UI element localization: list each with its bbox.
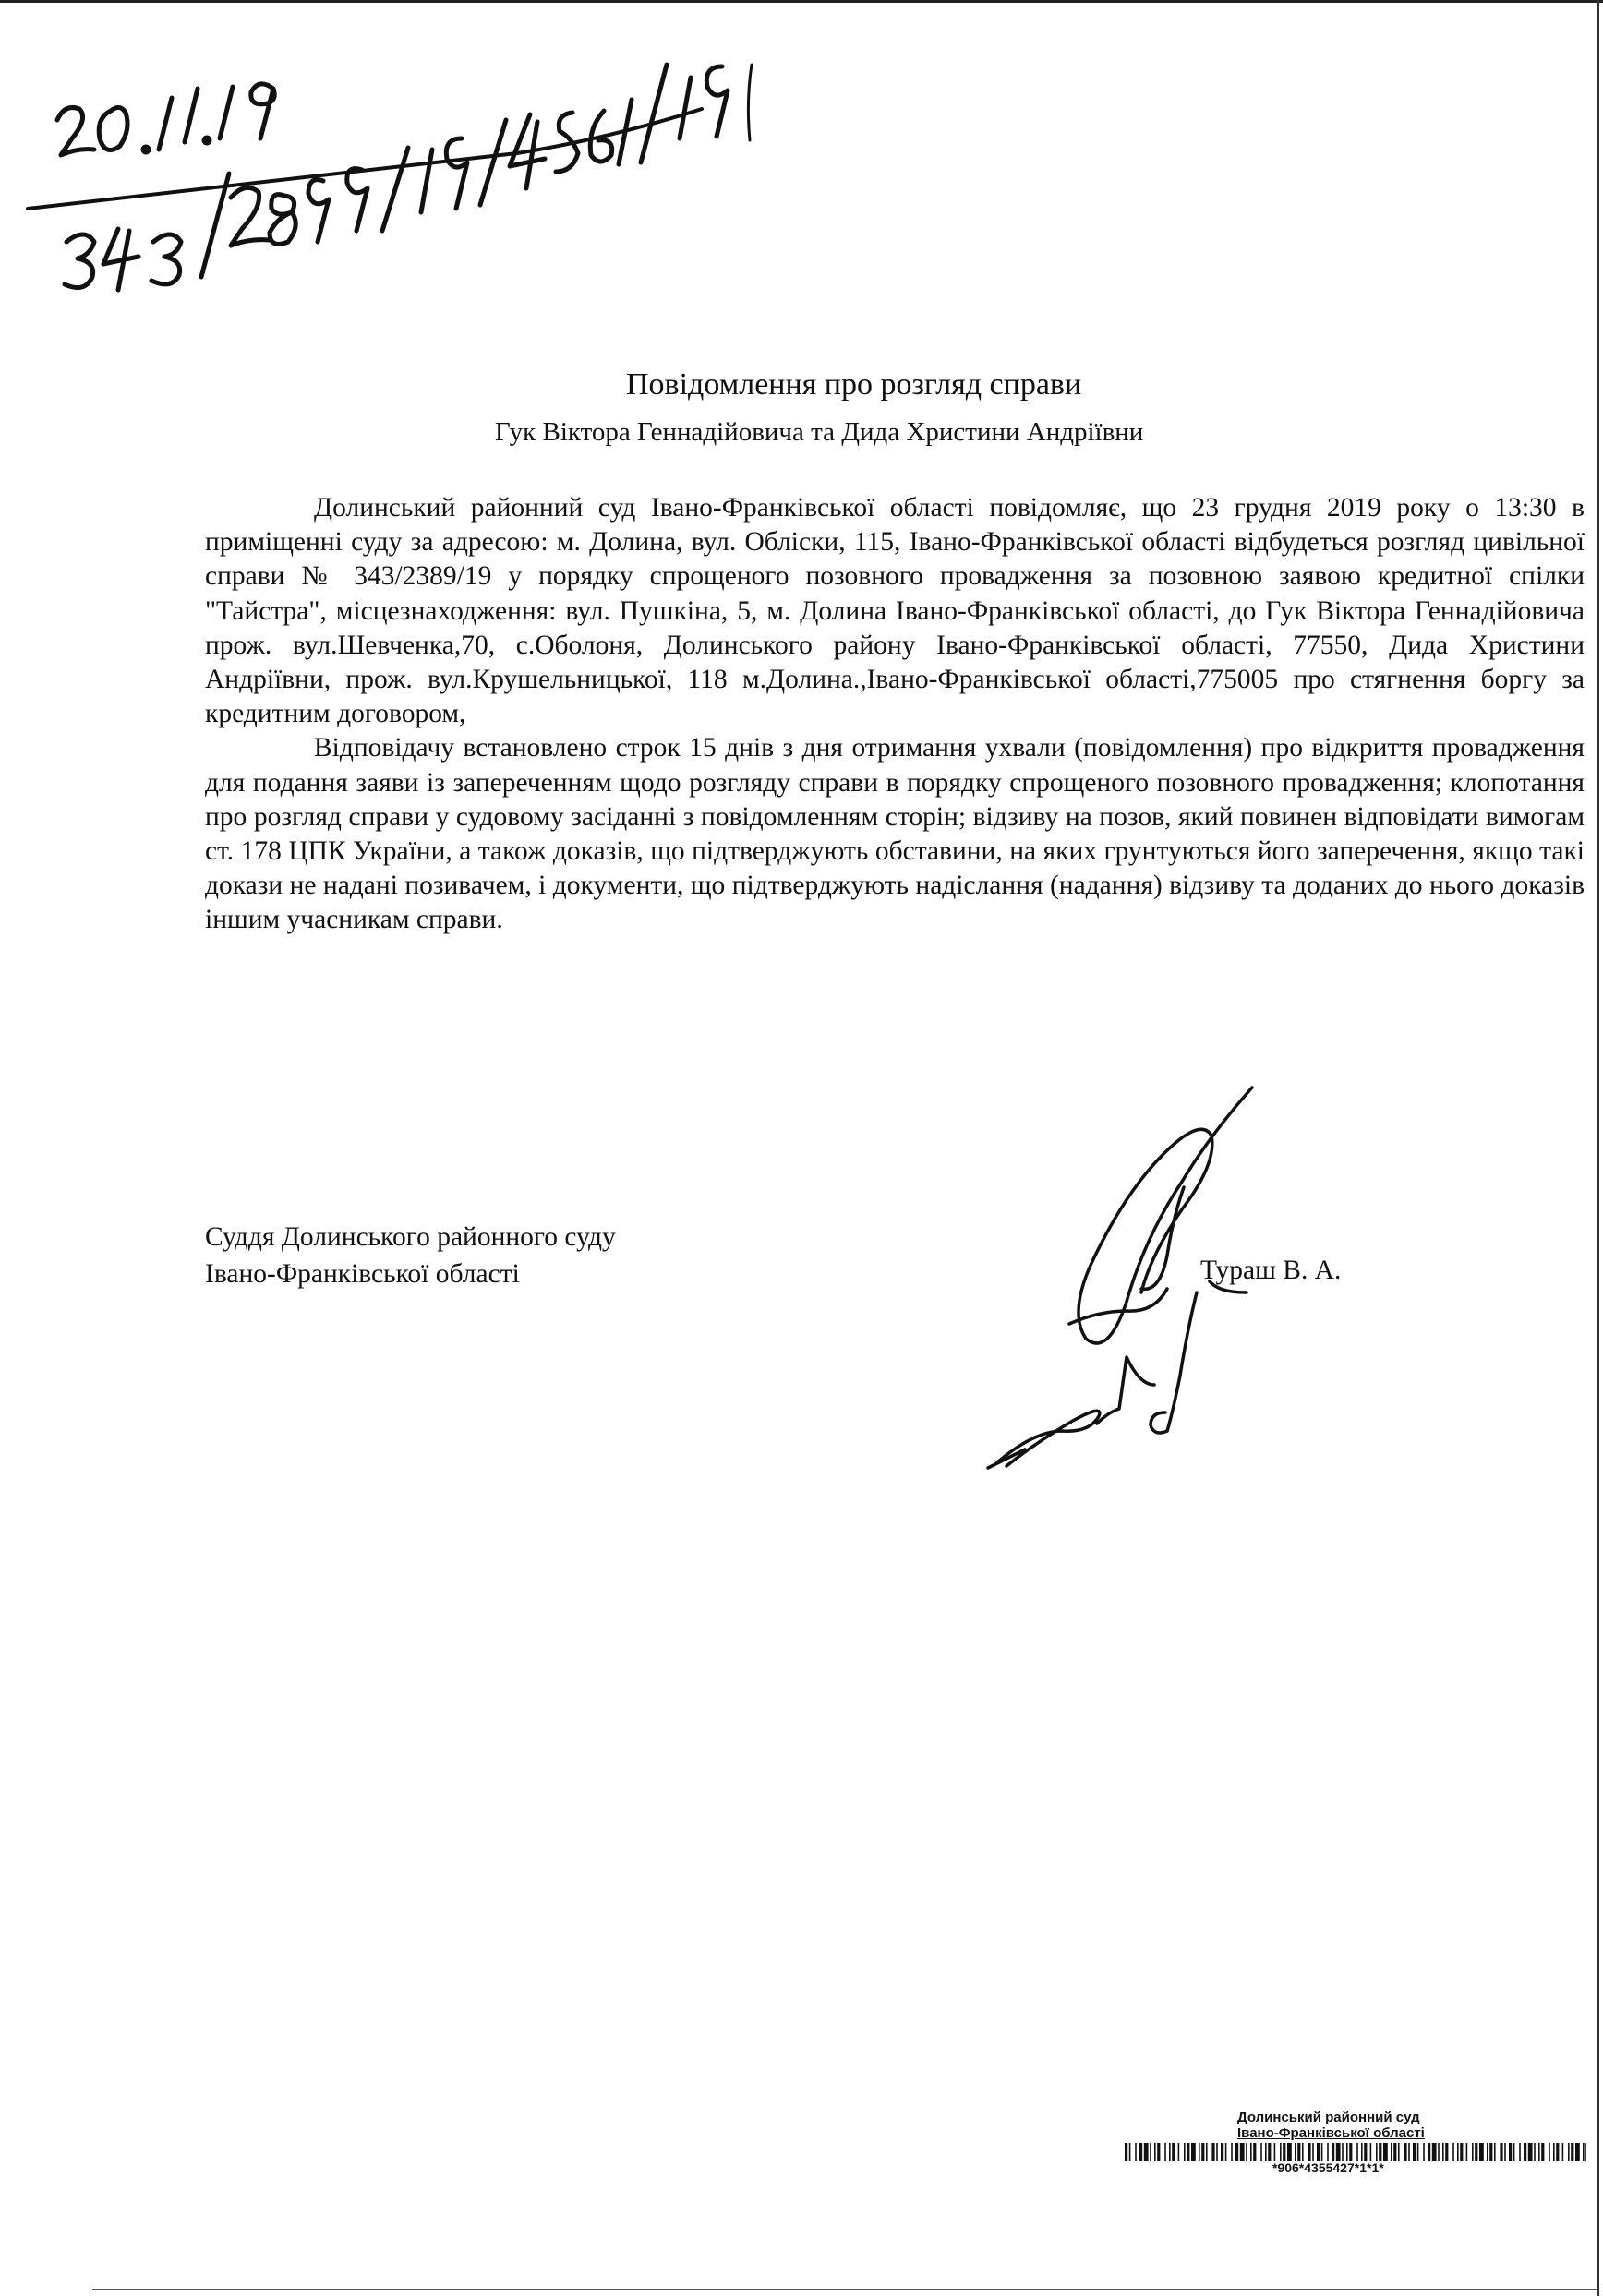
barcode-bar [1487, 2143, 1488, 2161]
barcode-bar [1169, 2143, 1171, 2161]
barcode-bar [1302, 2143, 1304, 2161]
notice-paragraph-2: Відповідачу встановлено строк 15 днів з дня отримання ухвали (повідомлення) про відкриття провадження для подання заяви із запереченням щодо розгляду справи в порядку спрощеного позовного провадження; клопотання про розгляд справи у судовому засіданні з повідомленням сторін; відзиву на позов, який повинен відповідати вимогам ст. 178 ЦПК України, а також доказів, що підтверджують обставини, на яких грунтуються його заперечення, якщо такі докази не надані позивачем, і документи, що підтверджують надіслання (надання) відзиву та доданих до нього доказів іншим учасникам справи. [205, 733, 1585, 935]
barcode-bar [1562, 2143, 1564, 2161]
handwritten-registration-note [0, 0, 794, 314]
barcode-bar [1308, 2143, 1310, 2161]
barcode-bar [1172, 2143, 1175, 2161]
barcode-bar [1423, 2143, 1425, 2161]
barcode-bar [1199, 2143, 1200, 2161]
judge-name: Тураш В. А. [1200, 1256, 1342, 1285]
barcode-bar [1466, 2143, 1468, 2161]
barcode-bar [1342, 2143, 1344, 2161]
barcode-bar [1135, 2143, 1137, 2161]
judge-position-line-1: Суддя Долинського районного суду [205, 1222, 616, 1252]
barcode [1125, 2143, 1586, 2161]
barcode-bar [1346, 2143, 1348, 2161]
barcode-bar [1513, 2143, 1515, 2161]
barcode-bar [1519, 2143, 1521, 2161]
barcode-bar [1494, 2143, 1496, 2161]
barcode-bar [1274, 2143, 1276, 2161]
barcode-bar [1391, 2143, 1392, 2161]
barcode-bar [1297, 2143, 1300, 2161]
barcode-bar [1509, 2143, 1512, 2161]
barcode-bar [1336, 2143, 1341, 2161]
barcode-bar [1549, 2143, 1550, 2161]
barcode-bar [1287, 2143, 1292, 2161]
notice-paragraph-1: Долинський районний суд Івано-Франківської області повідомляє, що 23 грудня 2019 року о 13:30 в приміщенні суду за адресою: м. Долина, вул. Обліски, 115, Івано-Франківської області відбудеться розгляд цивільної справи № 343/2389/19 у порядку спрощеного позовного провадження за позовною заявою кредитної спілки "Тайстра", місцезнаходження: вул. Пушкіна, 5, м. Долина Івано-Франківської області, до Гук Віктора Геннадійовича прож. вул.Шевченка,70, с.Оболоня, Долинського району Івано-Франківської області, 77550, Дида Христини Андріївни, прож. вул.Крушельницької, 118 м.Долина.,Івано-Франківської області,775005 про стягнення боргу за кредитним договором, [205, 493, 1585, 729]
page-edge-right [1597, 0, 1599, 2296]
barcode-bar [1500, 2143, 1502, 2161]
barcode-bar [1187, 2143, 1189, 2161]
barcode-bar [1370, 2143, 1372, 2161]
barcode-bar [1283, 2143, 1285, 2161]
barcode-bar [1376, 2143, 1378, 2161]
barcode-bar [1571, 2143, 1573, 2161]
barcode-bar [1211, 2143, 1214, 2161]
barcode-bar [1312, 2143, 1314, 2161]
barcode-bar [1383, 2143, 1388, 2161]
barcode-bar [1553, 2143, 1555, 2161]
barcode-bar [1534, 2143, 1536, 2161]
barcode-bar [1575, 2143, 1580, 2161]
barcode-bar [1524, 2143, 1526, 2161]
notice-body [205, 491, 1585, 938]
barcode-bar [1475, 2143, 1477, 2161]
court-stamp [1125, 2110, 1586, 2175]
barcode-bar [1432, 2143, 1437, 2161]
barcode-bar [1404, 2143, 1406, 2161]
barcode-bar [1356, 2143, 1358, 2161]
barcode-bar [1332, 2143, 1334, 2161]
barcode-bar [1201, 2143, 1204, 2161]
barcode-bar [1129, 2143, 1131, 2161]
barcode-bar [1528, 2143, 1533, 2161]
stamp-court-name: Долинський районний суд [1237, 2110, 1420, 2125]
barcode-bar [1538, 2143, 1540, 2161]
barcode-bar [1250, 2143, 1252, 2161]
stamp-region: Івано-Франківської області [1237, 2125, 1425, 2141]
barcode-bar [1150, 2143, 1151, 2161]
barcode-bar [1327, 2143, 1329, 2161]
barcode-bar [1489, 2143, 1492, 2161]
barcode-bar [1246, 2143, 1247, 2161]
barcode-bar [1144, 2143, 1149, 2161]
barcode-bar [1556, 2143, 1559, 2161]
barcode-bar [1479, 2143, 1484, 2161]
barcode-bar [1413, 2143, 1416, 2161]
barcode-bar [1472, 2143, 1474, 2161]
barcode-bar [1260, 2143, 1262, 2161]
barcode-bar [1379, 2143, 1381, 2161]
document-title: Повідомлення про розгляд справи [626, 367, 1082, 402]
barcode-bar [1438, 2143, 1440, 2161]
barcode-bar [1361, 2143, 1363, 2161]
barcode-bar [1125, 2143, 1127, 2161]
barcode-bar [1442, 2143, 1444, 2161]
barcode-bar [1428, 2143, 1430, 2161]
barcode-bar [1295, 2143, 1296, 2161]
barcode-bar [1253, 2143, 1256, 2161]
barcode-bar [1460, 2143, 1463, 2161]
barcode-bar [1585, 2143, 1586, 2161]
barcode-bar [1184, 2143, 1186, 2161]
judge-signature [970, 1080, 1265, 1477]
page-edge-bottom [92, 2289, 1597, 2290]
judge-position-line-2: Івано-Франківської області [205, 1259, 520, 1289]
judge-position [205, 1219, 616, 1292]
barcode-bar [1235, 2143, 1238, 2161]
barcode-bar [1216, 2143, 1218, 2161]
barcode-bar [1280, 2143, 1282, 2161]
barcode-bar [1452, 2143, 1454, 2161]
barcode-bar [1139, 2143, 1142, 2161]
barcode-bar [1206, 2143, 1208, 2161]
barcode-bar [1191, 2143, 1196, 2161]
barcode-bar [1408, 2143, 1410, 2161]
barcode-bar [1221, 2143, 1223, 2161]
barcode-bar [1317, 2143, 1320, 2161]
barcode-bar [1265, 2143, 1267, 2161]
document-subtitle: Гук Віктора Геннадійовича та Дида Христини Андріївни [495, 417, 1144, 447]
barcode-bar [1231, 2143, 1233, 2161]
barcode-bar [1178, 2143, 1180, 2161]
barcode-bar [1445, 2143, 1448, 2161]
barcode-bar [1240, 2143, 1245, 2161]
barcode-bar [1541, 2143, 1544, 2161]
barcode-bar [1417, 2143, 1419, 2161]
barcode-bar [1157, 2143, 1160, 2161]
barcode-number: *906*4355427*1*1* [1272, 2160, 1384, 2175]
barcode-bar [1154, 2143, 1156, 2161]
barcode-bar [1504, 2143, 1506, 2161]
barcode-bar [1583, 2143, 1585, 2161]
barcode-bar [1349, 2143, 1352, 2161]
barcode-bar [1364, 2143, 1367, 2161]
barcode-bar [1568, 2143, 1570, 2161]
barcode-bar [1225, 2143, 1227, 2161]
barcode-bar [1393, 2143, 1396, 2161]
barcode-bar [1398, 2143, 1400, 2161]
barcode-bar [1164, 2143, 1166, 2161]
barcode-bar [1321, 2143, 1323, 2161]
barcode-bar [1457, 2143, 1459, 2161]
barcode-bar [1268, 2143, 1271, 2161]
